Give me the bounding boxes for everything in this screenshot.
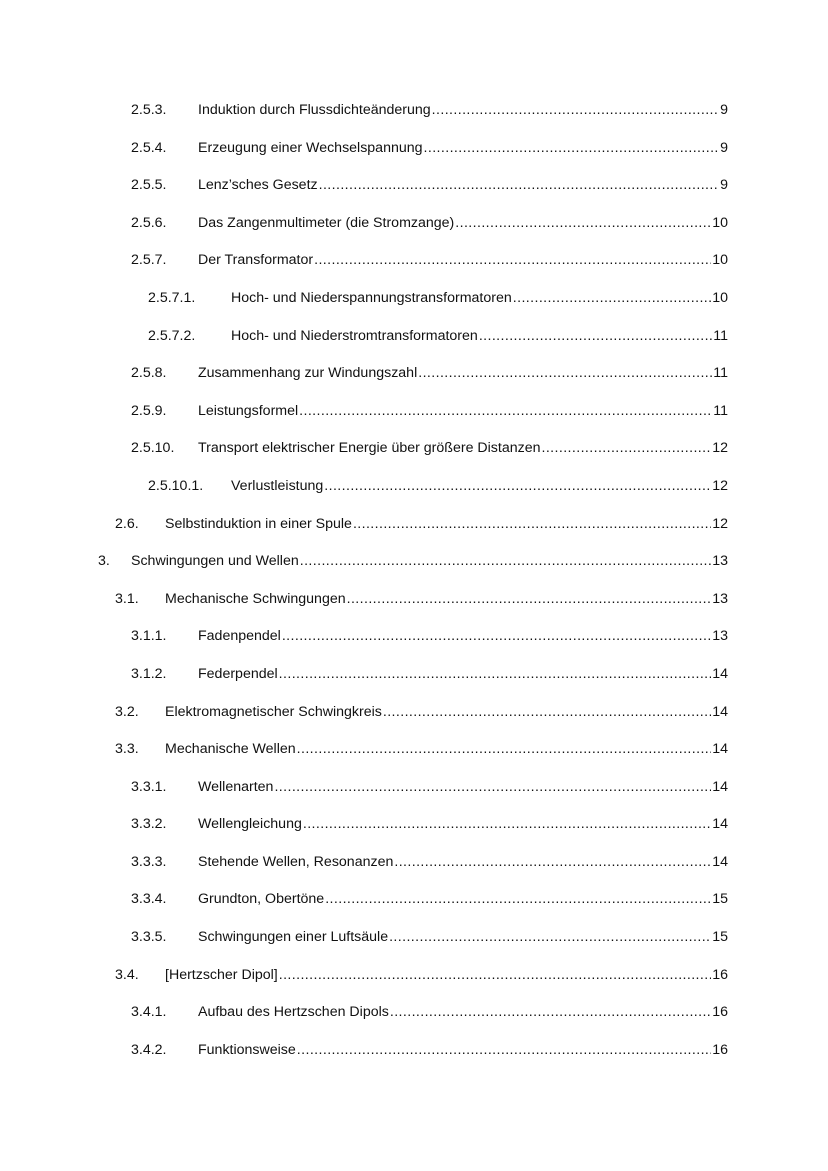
toc-leader-dots: [274, 778, 711, 796]
toc-leader-dots: [324, 477, 711, 495]
toc-entry-page: 13: [712, 553, 728, 570]
toc-entry[interactable]: [0, 510, 828, 548]
toc-leader-dots: [542, 439, 712, 457]
toc-entry[interactable]: [0, 923, 828, 961]
toc-entry[interactable]: [0, 96, 828, 134]
toc-entry-title: Verlustleistung: [231, 477, 324, 494]
toc-entry-number: 3.3.4.: [131, 891, 167, 908]
toc-entry-title: Wellenarten: [198, 778, 274, 795]
toc-entry-page: 14: [712, 778, 728, 795]
toc-entry[interactable]: [0, 359, 828, 397]
toc-entry-page: 9: [720, 139, 728, 156]
toc-entry[interactable]: [0, 397, 828, 435]
toc-entry[interactable]: [0, 284, 828, 322]
toc-entry-title: Mechanische Schwingungen: [165, 590, 346, 607]
toc-entry-number: 3.3.: [115, 741, 139, 758]
toc-entry[interactable]: [0, 171, 828, 209]
toc-entry-number: 2.5.10.1.: [148, 477, 204, 494]
toc-leader-dots: [299, 402, 712, 420]
toc-entry-title: Wellengleichung: [198, 816, 302, 833]
toc-entry-title: [Hertzscher Dipol]: [165, 966, 278, 983]
toc-entry-page: 15: [712, 891, 728, 908]
toc-entry-page: 16: [712, 966, 728, 983]
toc-leader-dots: [300, 552, 711, 570]
toc-entry-title: Lenz’sches Gesetz: [198, 177, 318, 194]
toc-leader-dots: [432, 101, 719, 119]
toc-entry[interactable]: [0, 246, 828, 284]
toc-entry-number: 2.5.9.: [131, 402, 167, 419]
toc-leader-dots: [390, 1003, 711, 1021]
toc-entry-page: 9: [720, 102, 728, 118]
toc-entry[interactable]: [0, 1036, 828, 1074]
toc-entry-title: Mechanische Wellen: [165, 741, 296, 758]
toc-entry[interactable]: [0, 322, 828, 360]
toc-entry[interactable]: [0, 773, 828, 811]
toc-entry-number: 3.2.: [115, 703, 139, 720]
toc-entry-title: Schwingungen und Wellen: [131, 553, 299, 570]
toc-entry-number: 2.5.10.: [131, 440, 175, 457]
toc-entry-number: 3.1.1.: [131, 628, 167, 645]
toc-entry-title: Federpendel: [198, 665, 278, 682]
toc-entry-title: Leistungsformel: [198, 402, 299, 419]
toc-entry-number: 2.5.7.2.: [148, 327, 196, 344]
table-of-contents: [0, 96, 828, 1073]
toc-leader-dots: [418, 364, 712, 382]
toc-entry[interactable]: [0, 585, 828, 623]
toc-leader-dots: [424, 139, 720, 157]
toc-leader-dots: [279, 665, 712, 683]
toc-entry-page: 11: [713, 402, 728, 419]
toc-entry-page: 14: [712, 665, 728, 682]
toc-entry-number: 3.4.1.: [131, 1004, 167, 1021]
toc-entry-title: Elektromagnetischer Schwingkreis: [165, 703, 382, 720]
toc-entry-page: 14: [712, 741, 728, 758]
toc-leader-dots: [319, 176, 719, 194]
toc-entry[interactable]: [0, 134, 828, 172]
toc-entry-number: 3.3.1.: [131, 778, 167, 795]
toc-entry-page: 10: [712, 252, 728, 269]
toc-entry[interactable]: [0, 209, 828, 247]
toc-entry-title: Hoch- und Niederspannungstransformatoren: [231, 289, 512, 306]
toc-entry[interactable]: [0, 434, 828, 472]
toc-entry-page: 11: [713, 365, 728, 382]
toc-entry-number: 3.1.: [115, 590, 139, 607]
toc-entry[interactable]: [0, 472, 828, 510]
toc-leader-dots: [479, 327, 712, 345]
toc-entry-page: 12: [712, 515, 728, 532]
toc-leader-dots: [513, 289, 711, 307]
toc-entry[interactable]: [0, 998, 828, 1036]
toc-entry-number: 3.3.3.: [131, 853, 167, 870]
toc-entry-number: 3.: [98, 553, 110, 570]
toc-entry-number: 2.6.: [115, 515, 139, 532]
toc-entry-number: 2.5.5.: [131, 177, 167, 194]
toc-entry-page: 12: [712, 440, 728, 457]
toc-entry-page: 12: [712, 477, 728, 494]
toc-leader-dots: [389, 928, 711, 946]
toc-entry-title: Funktionsweise: [198, 1041, 296, 1058]
toc-entry-page: 15: [712, 929, 728, 946]
toc-entry-number: 2.5.4.: [131, 139, 167, 156]
toc-entry[interactable]: [0, 735, 828, 773]
toc-leader-dots: [325, 890, 711, 908]
toc-entry-page: 16: [712, 1041, 728, 1058]
toc-leader-dots: [347, 590, 712, 608]
toc-leader-dots: [383, 703, 711, 721]
toc-leader-dots: [394, 853, 711, 871]
toc-entry-page: 11: [713, 327, 728, 344]
toc-entry-page: 13: [712, 628, 728, 645]
toc-entry-title: Induktion durch Flussdichteänderung: [198, 102, 431, 118]
toc-entry-page: 14: [712, 816, 728, 833]
toc-entry-page: 14: [712, 703, 728, 720]
toc-entry-page: 10: [712, 289, 728, 306]
toc-entry-title: Selbstinduktion in einer Spule: [165, 515, 352, 532]
toc-entry-page: 16: [712, 1004, 728, 1021]
toc-entry[interactable]: [0, 547, 828, 585]
toc-entry-title: Aufbau des Hertzschen Dipols: [198, 1004, 389, 1021]
toc-entry[interactable]: [0, 698, 828, 736]
toc-entry-number: 2.5.3.: [131, 102, 167, 118]
toc-entry-number: 2.5.7.1.: [148, 289, 196, 306]
toc-entry-title: Das Zangenmultimeter (die Stromzange): [198, 214, 455, 231]
toc-entry-title: Schwingungen einer Luftsäule: [198, 929, 389, 946]
toc-entry-title: Erzeugung einer Wechselspannung: [198, 139, 423, 156]
toc-leader-dots: [279, 966, 711, 984]
toc-entry-title: Hoch- und Niederstromtransformatoren: [231, 327, 478, 344]
toc-leader-dots: [297, 740, 712, 758]
toc-entry-title: Der Transformator: [198, 252, 314, 269]
toc-entry-number: 2.5.8.: [131, 365, 167, 382]
toc-entry[interactable]: [0, 622, 828, 660]
toc-entry-page: 10: [712, 214, 728, 231]
toc-entry-page: 13: [712, 590, 728, 607]
toc-entry-title: Fadenpendel: [198, 628, 281, 645]
toc-entry-number: 3.4.: [115, 966, 139, 983]
toc-entry-number: 2.5.6.: [131, 214, 167, 231]
toc-leader-dots: [303, 815, 711, 833]
toc-entry-title: Zusammenhang zur Windungszahl: [198, 365, 418, 382]
toc-entry[interactable]: [0, 848, 828, 886]
toc-leader-dots: [297, 1041, 711, 1059]
toc-entry-page: 9: [720, 177, 728, 194]
toc-entry[interactable]: [0, 660, 828, 698]
toc-entry-number: 3.4.2.: [131, 1041, 167, 1058]
toc-entry-number: 3.1.2.: [131, 665, 167, 682]
toc-leader-dots: [455, 214, 711, 232]
toc-entry[interactable]: [0, 810, 828, 848]
toc-entry-title: Grundton, Obertöne: [198, 891, 325, 908]
toc-entry-number: 3.3.2.: [131, 816, 167, 833]
toc-entry[interactable]: [0, 885, 828, 923]
toc-entry-title: Stehende Wellen, Resonanzen: [198, 853, 394, 870]
toc-leader-dots: [353, 515, 711, 533]
toc-entry-title: Transport elektrischer Energie über größere Distanzen: [198, 440, 541, 457]
toc-entry-number: 2.5.7.: [131, 252, 167, 269]
toc-leader-dots: [282, 627, 711, 645]
toc-entry-number: 3.3.5.: [131, 929, 167, 946]
toc-leader-dots: [314, 251, 711, 269]
toc-entry[interactable]: [0, 961, 828, 999]
toc-entry-page: 14: [712, 853, 728, 870]
